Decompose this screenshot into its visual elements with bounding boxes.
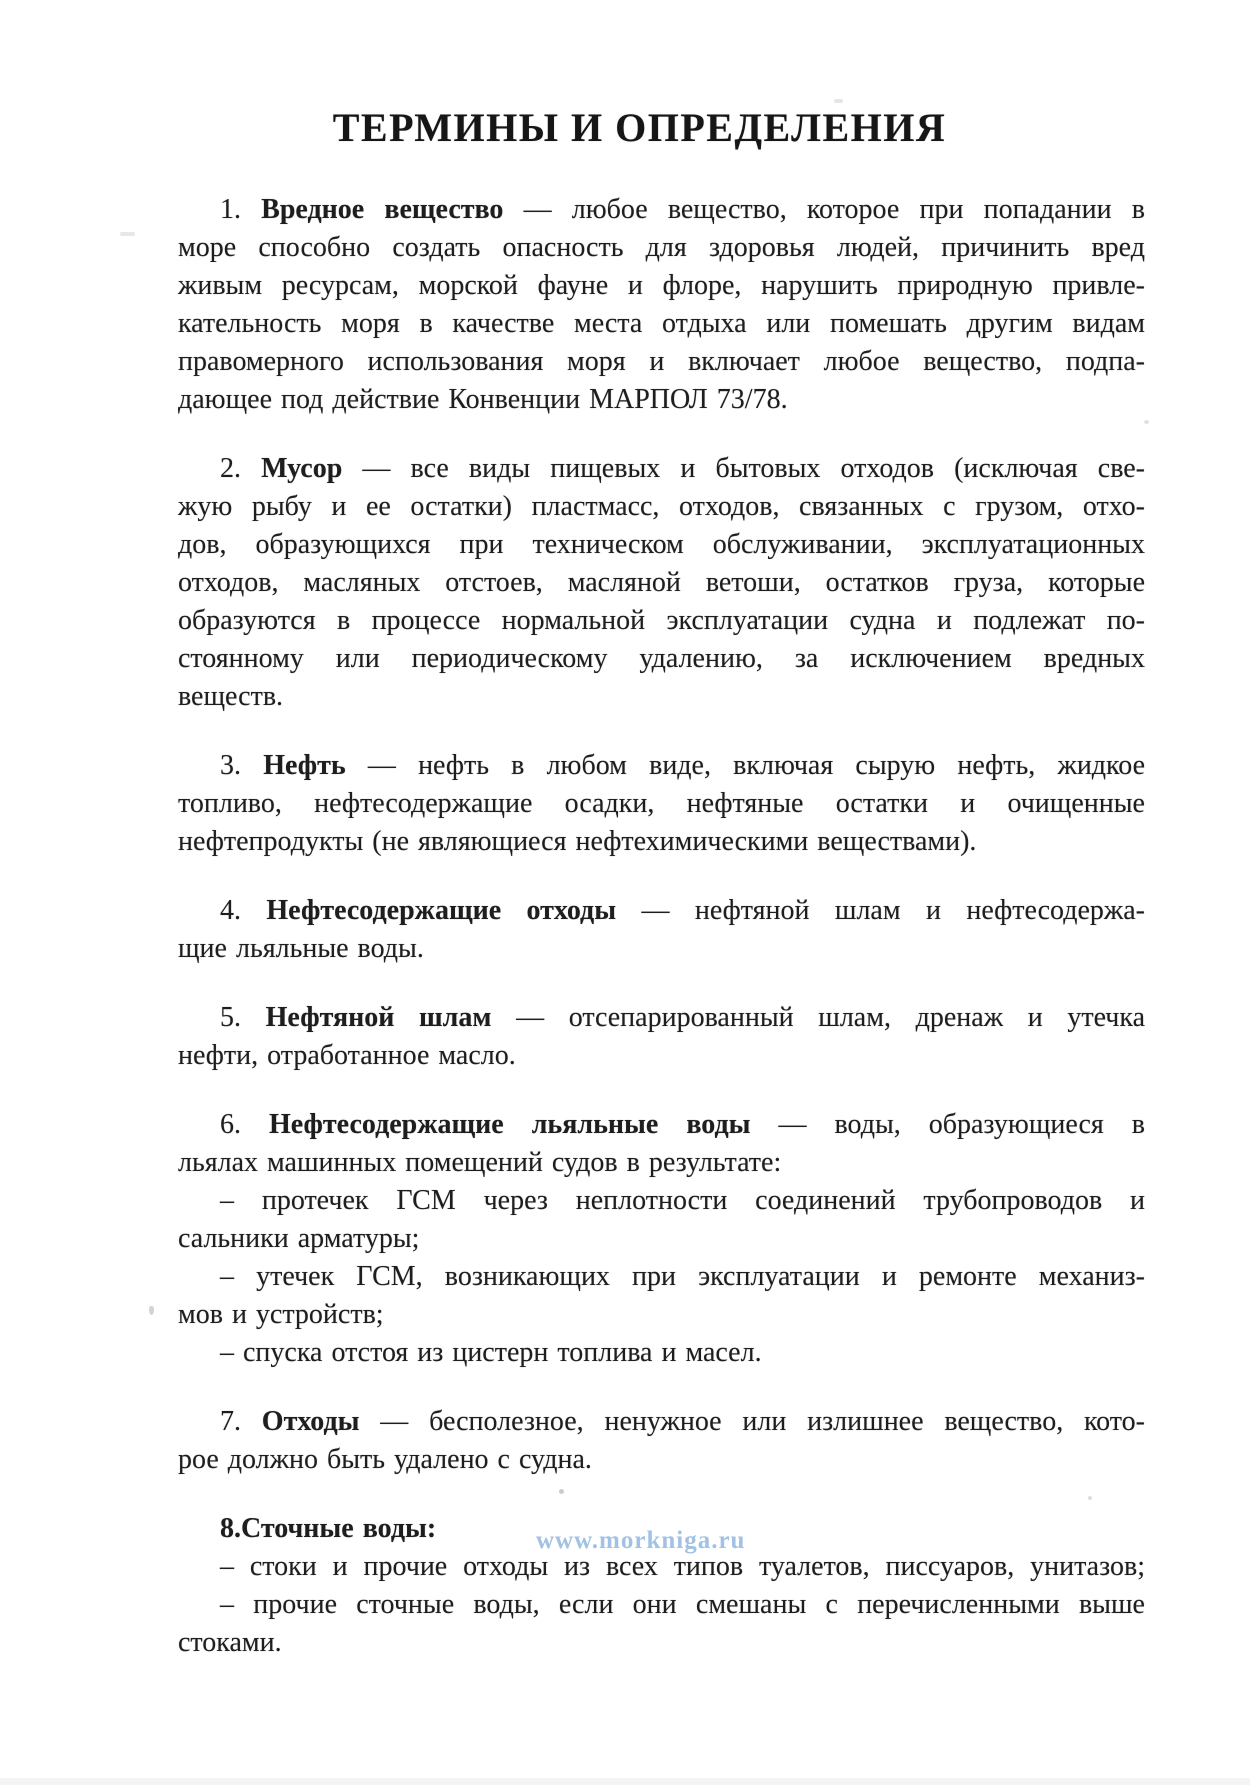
- text-line: [178, 747, 1145, 785]
- body-text: 4.: [220, 895, 267, 926]
- text-line: [178, 564, 1145, 602]
- scan-speck: [1144, 420, 1149, 424]
- text-line: [178, 602, 1145, 640]
- scan-speck: [559, 1489, 564, 1494]
- body-text: – стоки и прочие отходы из всех типов туалетов, писсуаров, унитазов;: [220, 1551, 1145, 1582]
- definition-item-5: [178, 999, 1145, 1075]
- scan-speck: [834, 99, 843, 103]
- term-text: Нефтесодержащие льяльные воды: [269, 1109, 751, 1140]
- body-text: мов и устройств;: [178, 1299, 384, 1330]
- body-text: – спуска отстоя из цистерн топлива и масел.: [220, 1337, 762, 1368]
- body-text: дающее под действие Конвенции МАРПОЛ 73/78.: [178, 384, 788, 415]
- text-line: [178, 678, 1145, 716]
- text-line: [178, 1334, 1145, 1372]
- scan-speck: [1088, 1496, 1092, 1500]
- term-text: Нефтяной шлам: [265, 1002, 492, 1033]
- text-line: [178, 1182, 1145, 1220]
- definition-item-3: [178, 747, 1145, 861]
- body-text: стоянному или периодическому удалению, за исключением вредных: [178, 643, 1145, 674]
- text-line: [178, 823, 1145, 861]
- definition-item-6: [178, 1106, 1145, 1372]
- text-line: [178, 343, 1145, 381]
- body-text: жую рыбу и ее остатки) пластмасс, отходов, связанных с грузом, отхо-: [178, 491, 1145, 522]
- body-text: топливо, нефтесодержащие осадки, нефтяные остатки и очищенные: [178, 788, 1145, 819]
- body-text: 7.: [220, 1406, 262, 1437]
- scan-speck: [149, 1306, 154, 1315]
- definition-item-4: [178, 892, 1145, 968]
- body-text: льялах машинных помещений судов в результате:: [178, 1147, 782, 1178]
- body-text: — нефтяной шлам и нефтесодержа-: [616, 895, 1145, 926]
- text-line: [178, 1441, 1145, 1479]
- term-text: Нефть: [263, 750, 346, 781]
- watermark: www.morkniga.ru: [536, 1527, 746, 1554]
- text-line: [178, 1258, 1145, 1296]
- body-text: живым ресурсам, морской фауне и флоре, нарушить природную привле-: [178, 270, 1145, 301]
- text-line: [178, 1037, 1145, 1075]
- body-text: 2.: [220, 453, 262, 484]
- text-line: [178, 999, 1145, 1037]
- body-text: стоками.: [178, 1627, 282, 1658]
- body-text: рое должно быть удалено с судна.: [178, 1444, 592, 1475]
- body-text: кательность моря в качестве места отдыха или помешать другим видам: [178, 308, 1145, 339]
- text-line: [178, 1624, 1145, 1662]
- scan-speck: [120, 232, 135, 236]
- body-text: дов, образующихся при техническом обслуживании, эксплуатационных: [178, 529, 1145, 560]
- body-text: – утечек ГСМ, возникающих при эксплуатации и ремонте механиз-: [220, 1261, 1145, 1292]
- body-text: — нефть в любом виде, включая сырую нефть, жидкое: [345, 750, 1145, 781]
- text-line: [178, 1220, 1145, 1258]
- text-line: [178, 488, 1145, 526]
- body-text: щие льяльные воды.: [178, 933, 424, 964]
- body-text: – протечек ГСМ через неплотности соединений трубопроводов и: [220, 1185, 1145, 1216]
- text-line: [178, 930, 1145, 968]
- body-text: — все виды пищевых и бытовых отходов (исключая све-: [342, 453, 1145, 484]
- body-text: 1.: [220, 194, 262, 225]
- text-line: [178, 381, 1145, 419]
- body-text: правомерного использования моря и включает любое вещество, подпа-: [178, 346, 1145, 377]
- body-text: 5.: [220, 1002, 266, 1033]
- definition-item-2: [178, 450, 1145, 716]
- text-line: [178, 191, 1145, 229]
- text-line: [178, 640, 1145, 678]
- text-line: [178, 1296, 1145, 1334]
- text-line: [178, 305, 1145, 343]
- text-line: [178, 1403, 1145, 1441]
- body-text: — отсепарированный шлам, дренаж и утечка: [491, 1002, 1145, 1033]
- text-line: [178, 1586, 1145, 1624]
- body-text: нефти, отработанное масло.: [178, 1040, 516, 1071]
- body-text: отходов, масляных отстоев, масляной ветоши, остатков груза, которые: [178, 567, 1145, 598]
- body-text: море способно создать опасность для здоровья людей, причинить вред: [178, 232, 1145, 263]
- scan-speck: [1036, 508, 1040, 512]
- page-title: ТЕРМИНЫ И ОПРЕДЕЛЕНИЯ: [332, 105, 947, 150]
- text-line: [178, 526, 1145, 564]
- text-line: [178, 450, 1145, 488]
- page-edge-shadow: [0, 1778, 1250, 1785]
- body-text: нефтепродукты (не являющиеся нефтехимическими веществами).: [178, 826, 977, 857]
- body-text: 3.: [220, 750, 264, 781]
- body-text: 6.: [220, 1109, 269, 1140]
- definition-item-7: [178, 1403, 1145, 1479]
- term-text: 8.Сточные воды:: [220, 1513, 437, 1544]
- text-line: [178, 892, 1145, 930]
- term-text: Вредное вещество: [261, 194, 504, 225]
- term-text: Отходы: [261, 1406, 360, 1437]
- text-line: [178, 785, 1145, 823]
- term-text: Нефтесодержащие отходы: [266, 895, 617, 926]
- text-line: [178, 1106, 1145, 1144]
- text-line: [178, 267, 1145, 305]
- term-text: Мусор: [261, 453, 343, 484]
- body-text: – прочие сточные воды, если они смешаны с перечисленными выше: [220, 1589, 1145, 1620]
- body-text: веществ.: [178, 681, 284, 712]
- body-text: образуются в процессе нормальной эксплуатации судна и подлежат по-: [178, 605, 1145, 636]
- body-text: — бесполезное, ненужное или излишнее вещество, кото-: [359, 1406, 1145, 1437]
- body-text: — любое вещество, которое при попадании в: [503, 194, 1145, 225]
- text-line: [178, 1144, 1145, 1182]
- body-text: — воды, образующиеся в: [750, 1109, 1146, 1140]
- text-line: [178, 229, 1145, 267]
- text-column: [178, 0, 1145, 1662]
- body-text: сальники арматуры;: [178, 1223, 420, 1254]
- definition-item-1: [178, 191, 1145, 419]
